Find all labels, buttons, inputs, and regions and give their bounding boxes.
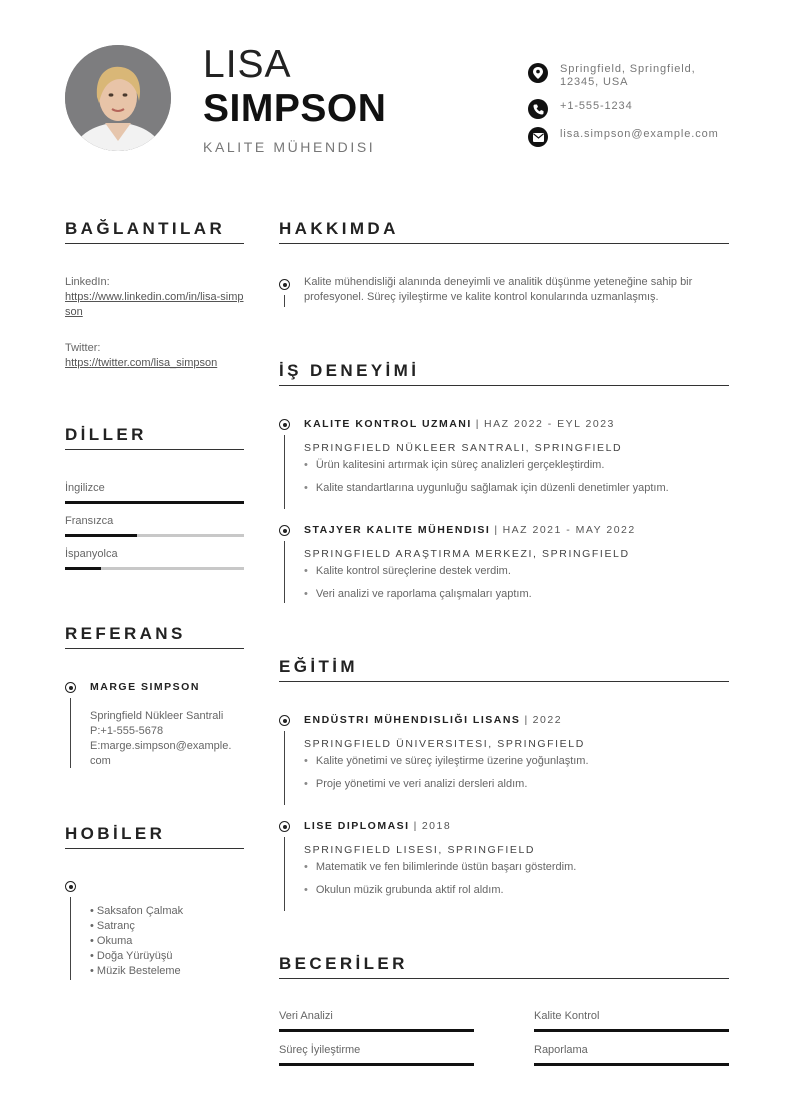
hobby-item: • Saksafon Çalmak: [90, 905, 184, 917]
hobbies-rule: [65, 848, 244, 849]
hobby-list: [90, 904, 183, 979]
education-bullet: • Proje yönetimi ve veri analizi dersleri aldım.: [304, 778, 527, 790]
skill-name: Veri Analizi: [279, 1010, 333, 1022]
experience-header: [304, 418, 615, 430]
education-marker: [279, 715, 290, 726]
hobbies-marker: [65, 881, 76, 892]
twitter-label: Twitter:: [65, 342, 101, 354]
links-rule: [65, 243, 244, 244]
language-name: İngilizce: [65, 482, 105, 494]
phone-icon: [528, 99, 548, 119]
experience-role: STAJYER KALITE MÜHENDISI: [304, 524, 491, 536]
twitter-link[interactable]: https://twitter.com/lisa_simpson: [65, 357, 218, 369]
links-heading: BAĞLANTILAR: [65, 219, 226, 238]
reference-name: MARGE SIMPSON: [90, 681, 200, 693]
experience-separator: |: [494, 524, 499, 536]
languages-heading: DİLLER: [65, 425, 147, 444]
experience-company: SPRINGFIELD NÜKLEER SANTRALI, SPRINGFIELD: [304, 442, 623, 454]
experience-header: [304, 524, 636, 536]
education-timeline: [284, 837, 285, 911]
education-date: 2018: [421, 820, 452, 832]
reference-marker: [65, 682, 76, 693]
education-heading: EĞİTİM: [279, 657, 358, 676]
experience-separator: |: [475, 418, 481, 430]
references-rule: [65, 648, 244, 649]
language-level-track: [65, 501, 244, 504]
language-name: Fransızca: [65, 515, 114, 527]
experience-marker: [279, 525, 290, 536]
languages-rule: [65, 449, 244, 450]
skill-level-bar: [279, 1029, 474, 1032]
language-level-fill: [65, 501, 244, 504]
skill-level-bar: [279, 1063, 474, 1066]
contact-phone: [528, 99, 738, 119]
education-separator: |: [413, 820, 418, 832]
experience-timeline: [284, 541, 285, 603]
education-header: [304, 820, 451, 832]
skill-level-bar: [534, 1029, 729, 1032]
education-role: LISE DIPLOMASI: [304, 820, 410, 832]
language-level-track: [65, 567, 244, 570]
skill-name: Kalite Kontrol: [534, 1010, 600, 1022]
experience-date: HAZ 2021 - MAY 2022: [502, 524, 636, 536]
experience-heading: İŞ DENEYİMİ: [279, 361, 420, 380]
education-bullet: • Okulun müzik grubunda aktif rol aldım.: [304, 884, 504, 896]
contact-address-text: Springfield, Springfield, 12345, USA: [560, 63, 696, 88]
experience-timeline: [284, 435, 285, 509]
about-timeline: [284, 295, 285, 307]
contact-phone-text[interactable]: +1-555-1234: [560, 100, 633, 112]
about-rule: [279, 243, 729, 244]
education-header: [304, 714, 562, 726]
skills-heading: BECERİLER: [279, 954, 408, 973]
education-role: ENDÜSTRI MÜHENDISLIĞI LISANS: [304, 714, 521, 726]
about-text: Kalite mühendisliği alanında deneyimli ve analitik düşünme yeteneğine sahip bir profesyonel. Süreç iyileştirme ve kalite kontrol konularında uzmanlaşmış.: [304, 276, 693, 303]
education-company: SPRINGFIELD LISESI, SPRINGFIELD: [304, 844, 536, 856]
experience-bullet: • Veri analizi ve raporlama çalışmaları yaptım.: [304, 588, 532, 600]
first-name: LISA: [203, 43, 292, 86]
contact-email: [528, 127, 738, 147]
contact-address: [528, 63, 738, 89]
language-level-fill: [65, 567, 101, 570]
hobby-item: • Müzik Besteleme: [90, 965, 181, 977]
education-separator: |: [524, 714, 529, 726]
profile-photo: [65, 45, 171, 151]
hobby-item: • Satranç: [90, 920, 135, 932]
job-title: KALITE MÜHENDISI: [203, 139, 376, 155]
hobby-item: • Okuma: [90, 935, 133, 947]
about-marker: [279, 279, 290, 290]
experience-marker: [279, 419, 290, 430]
experience-bullet: • Ürün kalitesini artırmak için süreç analizleri gerçekleştirdim.: [304, 459, 604, 471]
education-company: SPRINGFIELD ÜNIVERSITESI, SPRINGFIELD: [304, 738, 585, 750]
reference-email-cont: com: [90, 755, 111, 767]
reference-phone: P:+1-555-5678: [90, 725, 164, 737]
experience-role: KALITE KONTROL UZMANI: [304, 418, 472, 430]
education-timeline: [284, 731, 285, 805]
twitter-block: [65, 341, 255, 371]
hobby-item: • Doğa Yürüyüşü: [90, 950, 173, 962]
references-heading: REFERANS: [65, 624, 186, 643]
linkedin-link[interactable]: https://www.linkedin.com/in/lisa-simpson: [65, 291, 244, 318]
experience-company: SPRINGFIELD ARAŞTIRMA MERKEZI, SPRINGFIELD: [304, 548, 630, 560]
reference-timeline: [70, 698, 71, 768]
language-name: İspanyolca: [65, 548, 118, 560]
hobbies-heading: HOBİLER: [65, 824, 166, 843]
experience-rule: [279, 385, 729, 386]
experience-bullet: • Kalite standartlarına uygunluğu sağlamak için düzenli denetimler yaptım.: [304, 482, 669, 494]
experience-bullet: • Kalite kontrol süreçlerine destek verdim.: [304, 565, 511, 577]
education-marker: [279, 821, 290, 832]
language-level-track: [65, 534, 244, 537]
skills-rule: [279, 978, 729, 979]
skill-level-bar: [534, 1063, 729, 1066]
reference-company: Springfield Nükleer Santrali: [90, 710, 224, 722]
email-icon: [528, 127, 548, 147]
contact-email-text[interactable]: lisa.simpson@example.com: [560, 128, 719, 140]
reference-email: E:marge.simpson@example.: [90, 740, 232, 752]
education-bullet: • Matematik ve fen bilimlerinde üstün başarı gösterdim.: [304, 861, 576, 873]
education-rule: [279, 681, 729, 682]
last-name: SIMPSON: [203, 87, 387, 130]
linkedin-label: LinkedIn:: [65, 276, 110, 288]
education-date: 2022: [532, 714, 563, 726]
experience-date: HAZ 2022 - EYL 2023: [484, 418, 615, 430]
location-pin-icon: [528, 63, 548, 83]
linkedin-block: [65, 275, 245, 320]
hobbies-timeline: [70, 897, 71, 980]
education-bullet: • Kalite yönetimi ve süreç iyileştirme üzerine yoğunlaştım.: [304, 755, 589, 767]
about-heading: HAKKIMDA: [279, 219, 399, 238]
skill-name: Süreç İyileştirme: [279, 1044, 361, 1056]
skill-name: Raporlama: [534, 1044, 588, 1056]
reference-details: [90, 709, 250, 769]
language-level-fill: [65, 534, 137, 537]
